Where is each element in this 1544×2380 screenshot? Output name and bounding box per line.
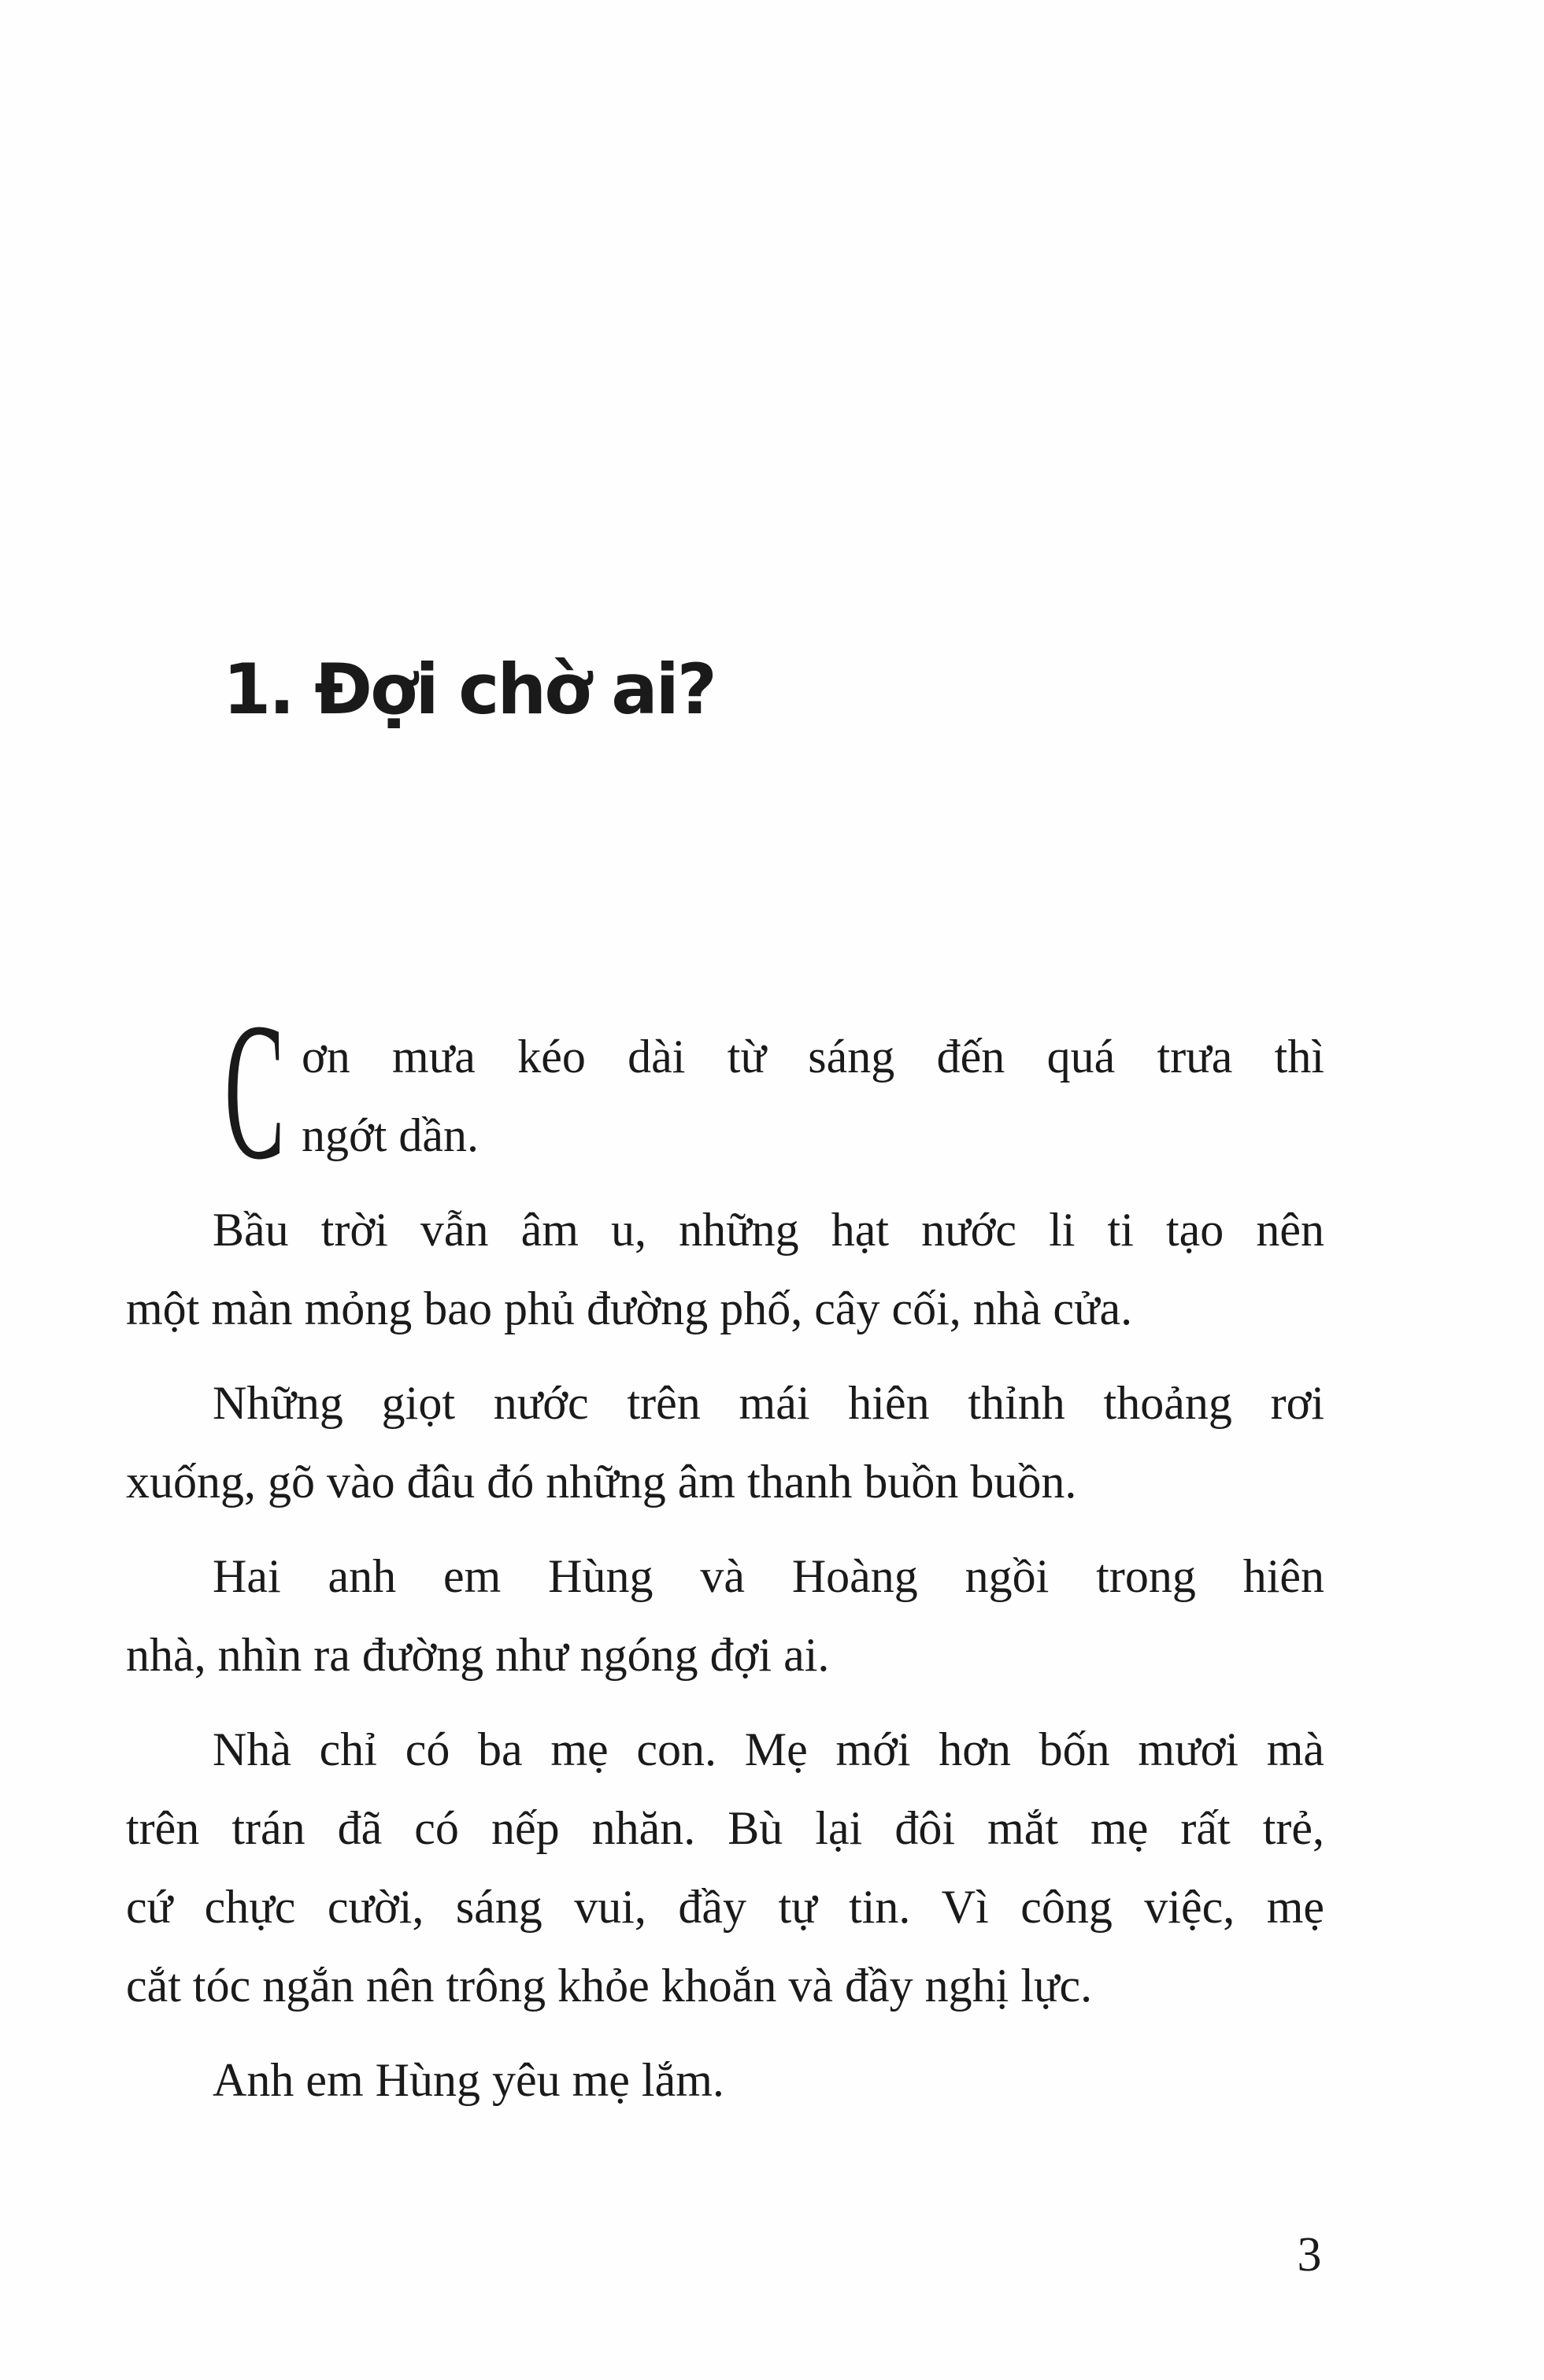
chapter-title: 1. Đợi chờ ai? xyxy=(223,649,715,730)
text-line: cắt tóc ngắn nên trông khỏe khoắn và đầy nghị lực. xyxy=(126,1960,1093,2012)
page-number: 3 xyxy=(1297,2228,1322,2282)
text-line: một màn mỏng bao phủ đường phố, cây cối, nhà cửa. xyxy=(126,1283,1133,1334)
text-line: trên trán đã có nếp nhăn. Bù lại đôi mắt mẹ rất trẻ, xyxy=(126,1802,1324,1854)
dropcap-letter: C xyxy=(224,983,285,1201)
paragraph xyxy=(126,1364,1324,1521)
paragraph xyxy=(126,1537,1324,1694)
text-line: Bầu trời vẫn âm u, những hạt nước li ti tạo nên xyxy=(213,1204,1324,1256)
text-line: nhà, nhìn ra đường như ngóng đợi ai. xyxy=(126,1629,830,1681)
paragraph xyxy=(126,1190,1324,1348)
text-line: cứ chực cười, sáng vui, đầy tự tin. Vì công việc, mẹ xyxy=(126,1881,1324,1933)
text-line: ơn mưa kéo dài từ sáng đến quá trưa thì xyxy=(302,1031,1324,1083)
paragraph xyxy=(126,1710,1324,2025)
text-line: Hai anh em Hùng và Hoàng ngồi trong hiên xyxy=(213,1550,1324,1602)
text-line: ngớt dần. xyxy=(302,1109,479,1161)
text-line: Những giọt nước trên mái hiên thỉnh thoảng rơi xyxy=(213,1377,1324,1429)
body-text xyxy=(126,983,1324,2135)
text-line: Nhà chỉ có ba mẹ con. Mẹ mới hơn bốn mươi mà xyxy=(213,1723,1324,1775)
text-line: xuống, gõ vào đâu đó những âm thanh buồn buồn. xyxy=(126,1456,1077,1508)
text-line: Anh em Hùng yêu mẹ lắm. xyxy=(213,2054,724,2106)
paragraph-opening xyxy=(224,983,1324,1201)
paragraph xyxy=(126,2041,1324,2119)
